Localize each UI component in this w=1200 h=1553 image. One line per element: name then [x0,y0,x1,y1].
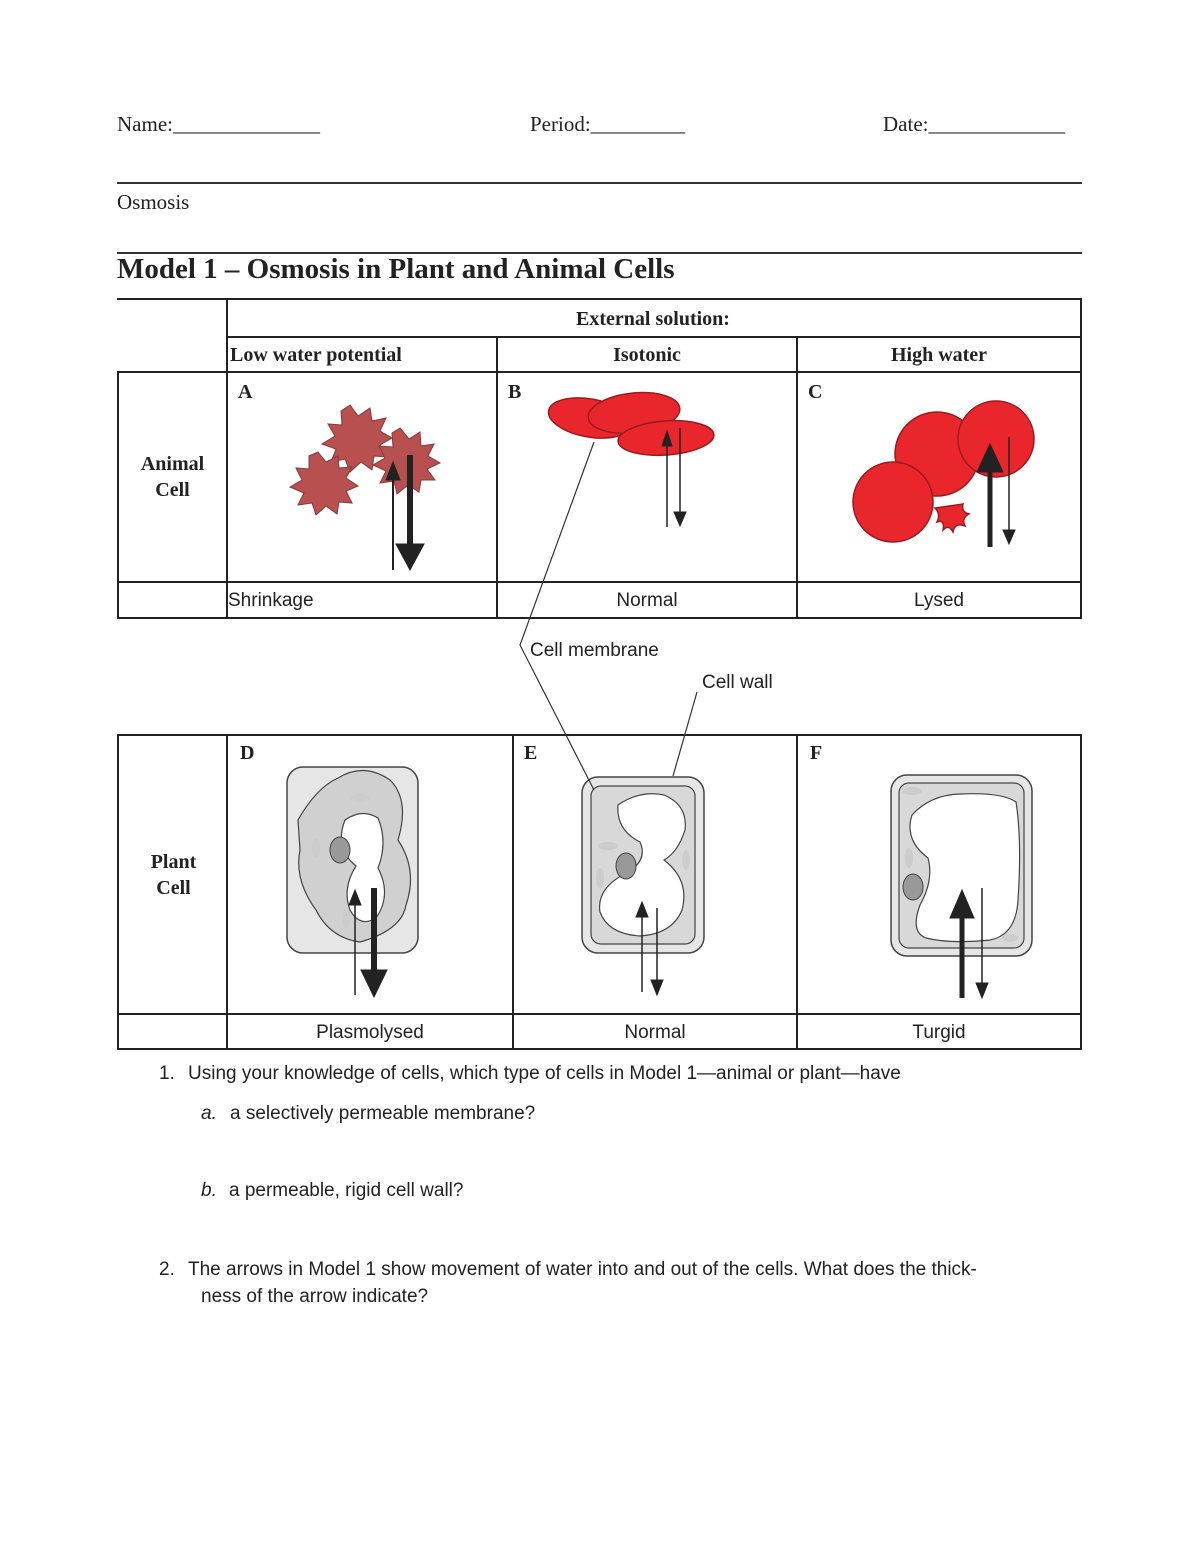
column-header-high: High water [796,336,1082,373]
date-field-label: Date:_____________ [883,112,1065,136]
caption-lysed: Lysed [796,581,1082,619]
shrunken-cell-icon [290,405,440,515]
model-title: Model 1 – Osmosis in Plant and Animal Cells [117,253,675,285]
label-leader-lines [520,442,697,790]
question-1b-letter: b. [201,1180,217,1201]
caption-normal-animal: Normal [496,581,798,619]
caption-plasmolysed: Plasmolysed [226,1013,514,1050]
question-2-number: 2. [159,1259,175,1280]
plant-row-label: Plant Cell [150,851,197,899]
subject-title: Osmosis [117,190,190,214]
plasmolysed-plant-cell-icon [287,767,418,953]
cell-letter: C [808,381,823,403]
cell-letter: F [810,742,823,764]
column-header-isotonic: Isotonic [496,336,798,373]
cell-membrane-label: Cell membrane [530,640,659,661]
caption-turgid: Turgid [796,1013,1082,1050]
column-header-low: Low water potential [226,336,498,373]
lysed-cell-icon [853,401,1034,542]
cell-letter: D [240,742,255,764]
cell-wall-label: Cell wall [702,672,773,693]
normal-plant-cell-icon [582,777,704,953]
red-blood-cell-icon [545,388,715,458]
question-1b-text: a permeable, rigid cell wall? [229,1180,464,1201]
cell-letter: A [238,381,253,403]
name-field-label: Name:______________ [117,112,320,136]
external-solution-header: External solution: [226,298,1082,338]
question-2-line2: ness of the arrow indicate? [201,1286,429,1307]
period-field-label: Period:_________ [530,112,686,136]
question-2-line1: The arrows in Model 1 show movement of water into and out of the cells. What does the thick- [188,1259,977,1280]
question-1a-letter: a. [201,1103,217,1124]
caption-normal-plant: Normal [512,1013,798,1050]
question-1-number: 1. [159,1063,175,1084]
caption-shrinkage: Shrinkage [226,581,498,619]
question-1-text: Using your knowledge of cells, which type of cells in Model 1—animal or plant—have [188,1063,901,1084]
cell-letter: E [524,742,538,764]
cell-letter: B [508,381,522,403]
animal-row-label: Animal Cell [140,453,205,501]
question-1a-text: a selectively permeable membrane? [230,1103,536,1124]
